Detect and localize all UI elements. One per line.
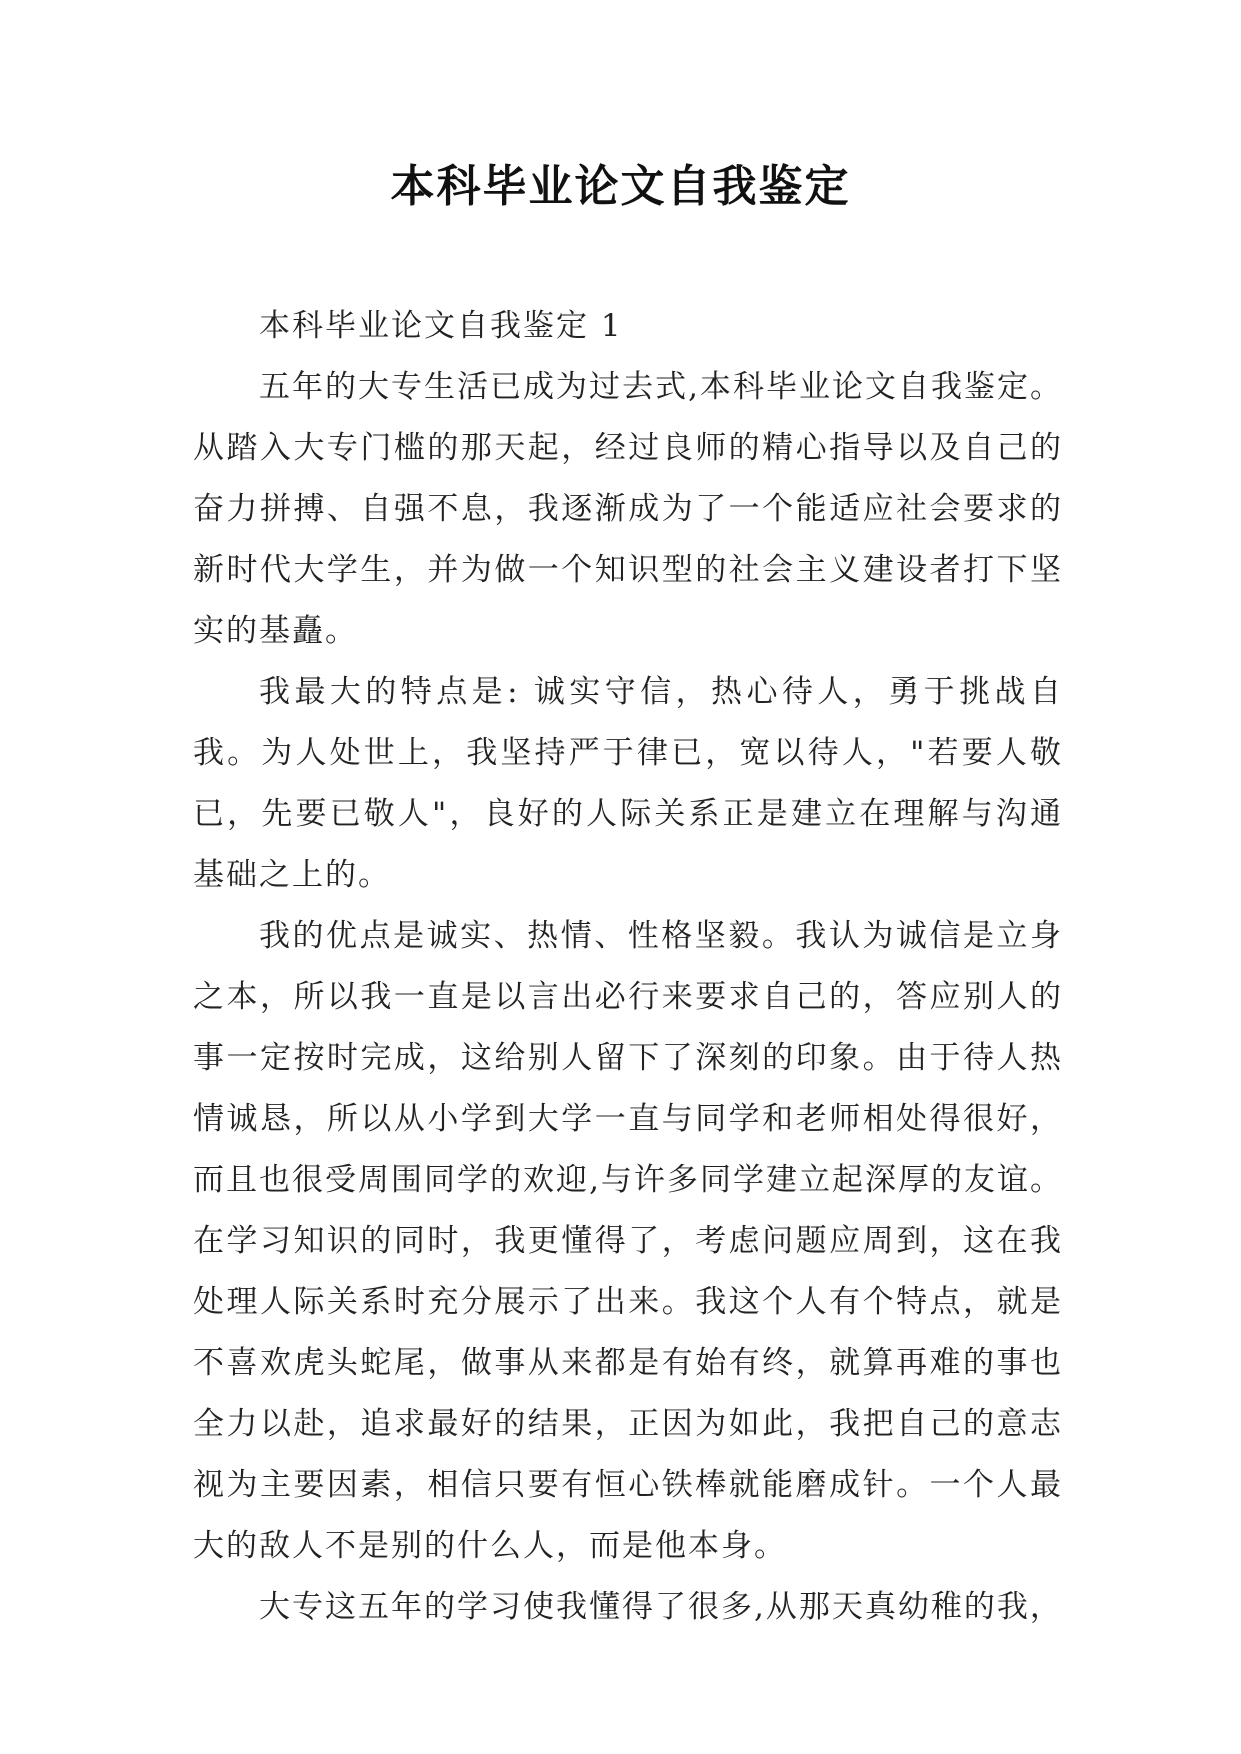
paragraph-4: 大专这五年的学习使我懂得了很多,从那天真幼稚的我， bbox=[259, 1589, 1063, 1625]
paragraph-3: 我的优点是诚实、热情、性格坚毅。我认为诚信是立身之本，所以我一直是以言出必行来要求自己的，答应别人的事一定按时完成，这给别人留下了深刻的印象。由于待人热情诚恳，所以从小学到大学一直与同学和老师相处得很好，而且也很受周围同学的欢迎,与许多同学建立起深厚的友谊。在学习知识的同时，我更懂得了，考虑问题应周到，这在我处理人际关系时充分展示了出来。我这个人有个特点，就是不喜欢虎头蛇尾，做事从来都是有始有终，就算再难的事也全力以赴，追求最好的结果，正因为如此，我把自己的意志视为主要因素，相信只要有恒心铁棒就能磨成针。一个人最大的敌人不是别的什么人，而是他本身。 bbox=[193, 918, 1063, 1564]
document-title: 本科毕业论文自我鉴定 bbox=[390, 161, 851, 212]
section-subheading: 本科毕业论文自我鉴定 1 bbox=[259, 308, 623, 344]
paragraph-2: 我最大的特点是: 诚实守信，热心待人，勇于挑战自我。为人处世上，我坚持严于律已，宽以待人，"若要人敬已，先要已敬人"，良好的人际关系正是建立在理解与沟通基础之上的。 bbox=[193, 674, 1063, 893]
paragraph-1: 五年的大专生活已成为过去式,本科毕业论文自我鉴定。从踏入大专门槛的那天起，经过良师的精心指导以及自己的奋力拼搏、自强不息，我逐渐成为了一个能适应社会要求的新时代大学生，并为做一个知识型的社会主义建设者打下坚实的基矗。 bbox=[193, 369, 1063, 649]
document-body bbox=[193, 296, 1063, 1638]
